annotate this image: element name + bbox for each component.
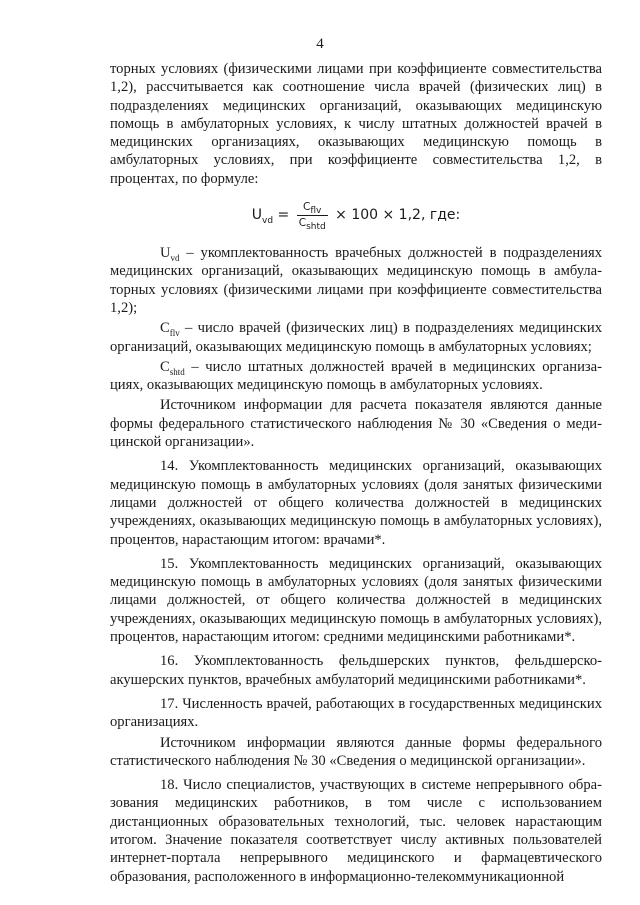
formula-numerator-subscript: flv <box>310 206 322 217</box>
formula-lhs <box>251 207 274 226</box>
paragraph-source-1: Источником информации для расчета показателя являются данные формы федерального статистического наблюдения № 30 «Сведения о медицинской организации». <box>110 397 602 451</box>
definition-uvd <box>110 244 602 317</box>
formula-denominator <box>297 216 328 232</box>
paragraph-item-14: 14. Укомплектованность медицинских организаций, оказывающих медицинскую помощь в амбулаторных условиях (доля занятых физическими лицами должностей от общего количества должностей в медицинских учреждениях, оказывающих медицинскую помощь в амбулаторных условиях), процентов, нарастающим итогом: врачами*. <box>110 458 602 548</box>
formula-denominator-symbol: C <box>298 216 307 229</box>
paragraph-item-15: 15. Укомплектованность медицинских организаций, оказывающих медицинскую помощь в амбулаторных условиях (доля занятых физическими лицами должностей, от общего количества должностей в медицинских учреждениях, оказывающих медицинскую помощь в амбулаторных условиях), процентов, нарастающим итогом: средними медицинскими работниками*. <box>110 555 602 646</box>
formula-fraction <box>297 201 328 232</box>
definition-cflv-symbol: C <box>160 320 170 337</box>
paragraph-item-18: 18. Число специалистов, участвующих в системе непрерывного образования медицинских работников, в том числе с использованием дистанционных образовательных технологий, тыс. человек нарастающим итогом. Значение показателя соответствует числу активных пользователей интернет-портала непрерывного медицинского и фармацевтического образования, расположенного в информационно-телекоммуникационной <box>110 777 602 885</box>
document-body <box>110 60 602 888</box>
paragraph-item-17: 17. Численность врачей, работающих в государственных медицинских организациях. <box>110 695 602 731</box>
definition-cshtd-symbol: C <box>160 358 170 375</box>
definition-uvd-subscript: vd <box>170 252 180 263</box>
formula-equals: = <box>273 207 294 224</box>
definition-uvd-text: – укомплектованность врачебных должностей в подразделениях медицинских организаций, оказывающих медицинскую помощь в амбулаторных условиях (физическими лицами при коэффициенте совместительства 1,2); <box>110 245 602 316</box>
definition-uvd-symbol: U <box>160 245 171 262</box>
formula-lhs-symbol: U <box>251 207 263 224</box>
formula-numerator <box>297 202 328 216</box>
definition-cflv-subscript: flv <box>169 328 180 339</box>
paragraph-source-2: Источником информации являются данные формы федерального статистического наблюдения № 30 «Сведения о медицинской организации». <box>110 734 602 769</box>
formula-uvd <box>110 201 602 232</box>
definition-cshtd <box>110 358 602 395</box>
definition-cflv-text: – число врачей (физических лиц) в подразделениях медицинских организаций, оказывающих медицинскую помощь в амбулаторных условиях; <box>110 320 602 355</box>
definition-cflv <box>110 319 602 356</box>
formula-denominator-subscript: shtd <box>306 221 326 232</box>
definition-cshtd-subscript: shtd <box>169 366 185 377</box>
formula-rhs: × 100 × 1,2, где: <box>330 207 461 224</box>
definition-cshtd-text: – число штатных должностей врачей в медицинских организациях, оказывающих медицинскую помощь в амбулаторных условиях. <box>110 358 602 394</box>
paragraph-item-16: 16. Укомплектованность фельдшерских пунктов, фельдшерско-акушерских пунктов, врачебных амбулаторий медицинскими работниками*. <box>110 653 602 688</box>
paragraph-intro: торных условиях (физическими лицами при коэффициенте совместительства 1,2), рассчитывается как соотношение числа врачей (физических лиц) в подразделениях медицинских организаций, оказывающих медицинскую помощь в амбулаторных условиях, к числу штатных должностей врачей в медицинских организациях, оказывающих медицинскую помощь в амбулаторных условиях, при коэффициенте совместительства 1,2, в процентах, по формуле: <box>110 61 602 187</box>
formula-lhs-subscript: vd <box>262 215 274 226</box>
formula-numerator-symbol: C <box>303 201 311 214</box>
page-number: 4 <box>316 36 324 52</box>
